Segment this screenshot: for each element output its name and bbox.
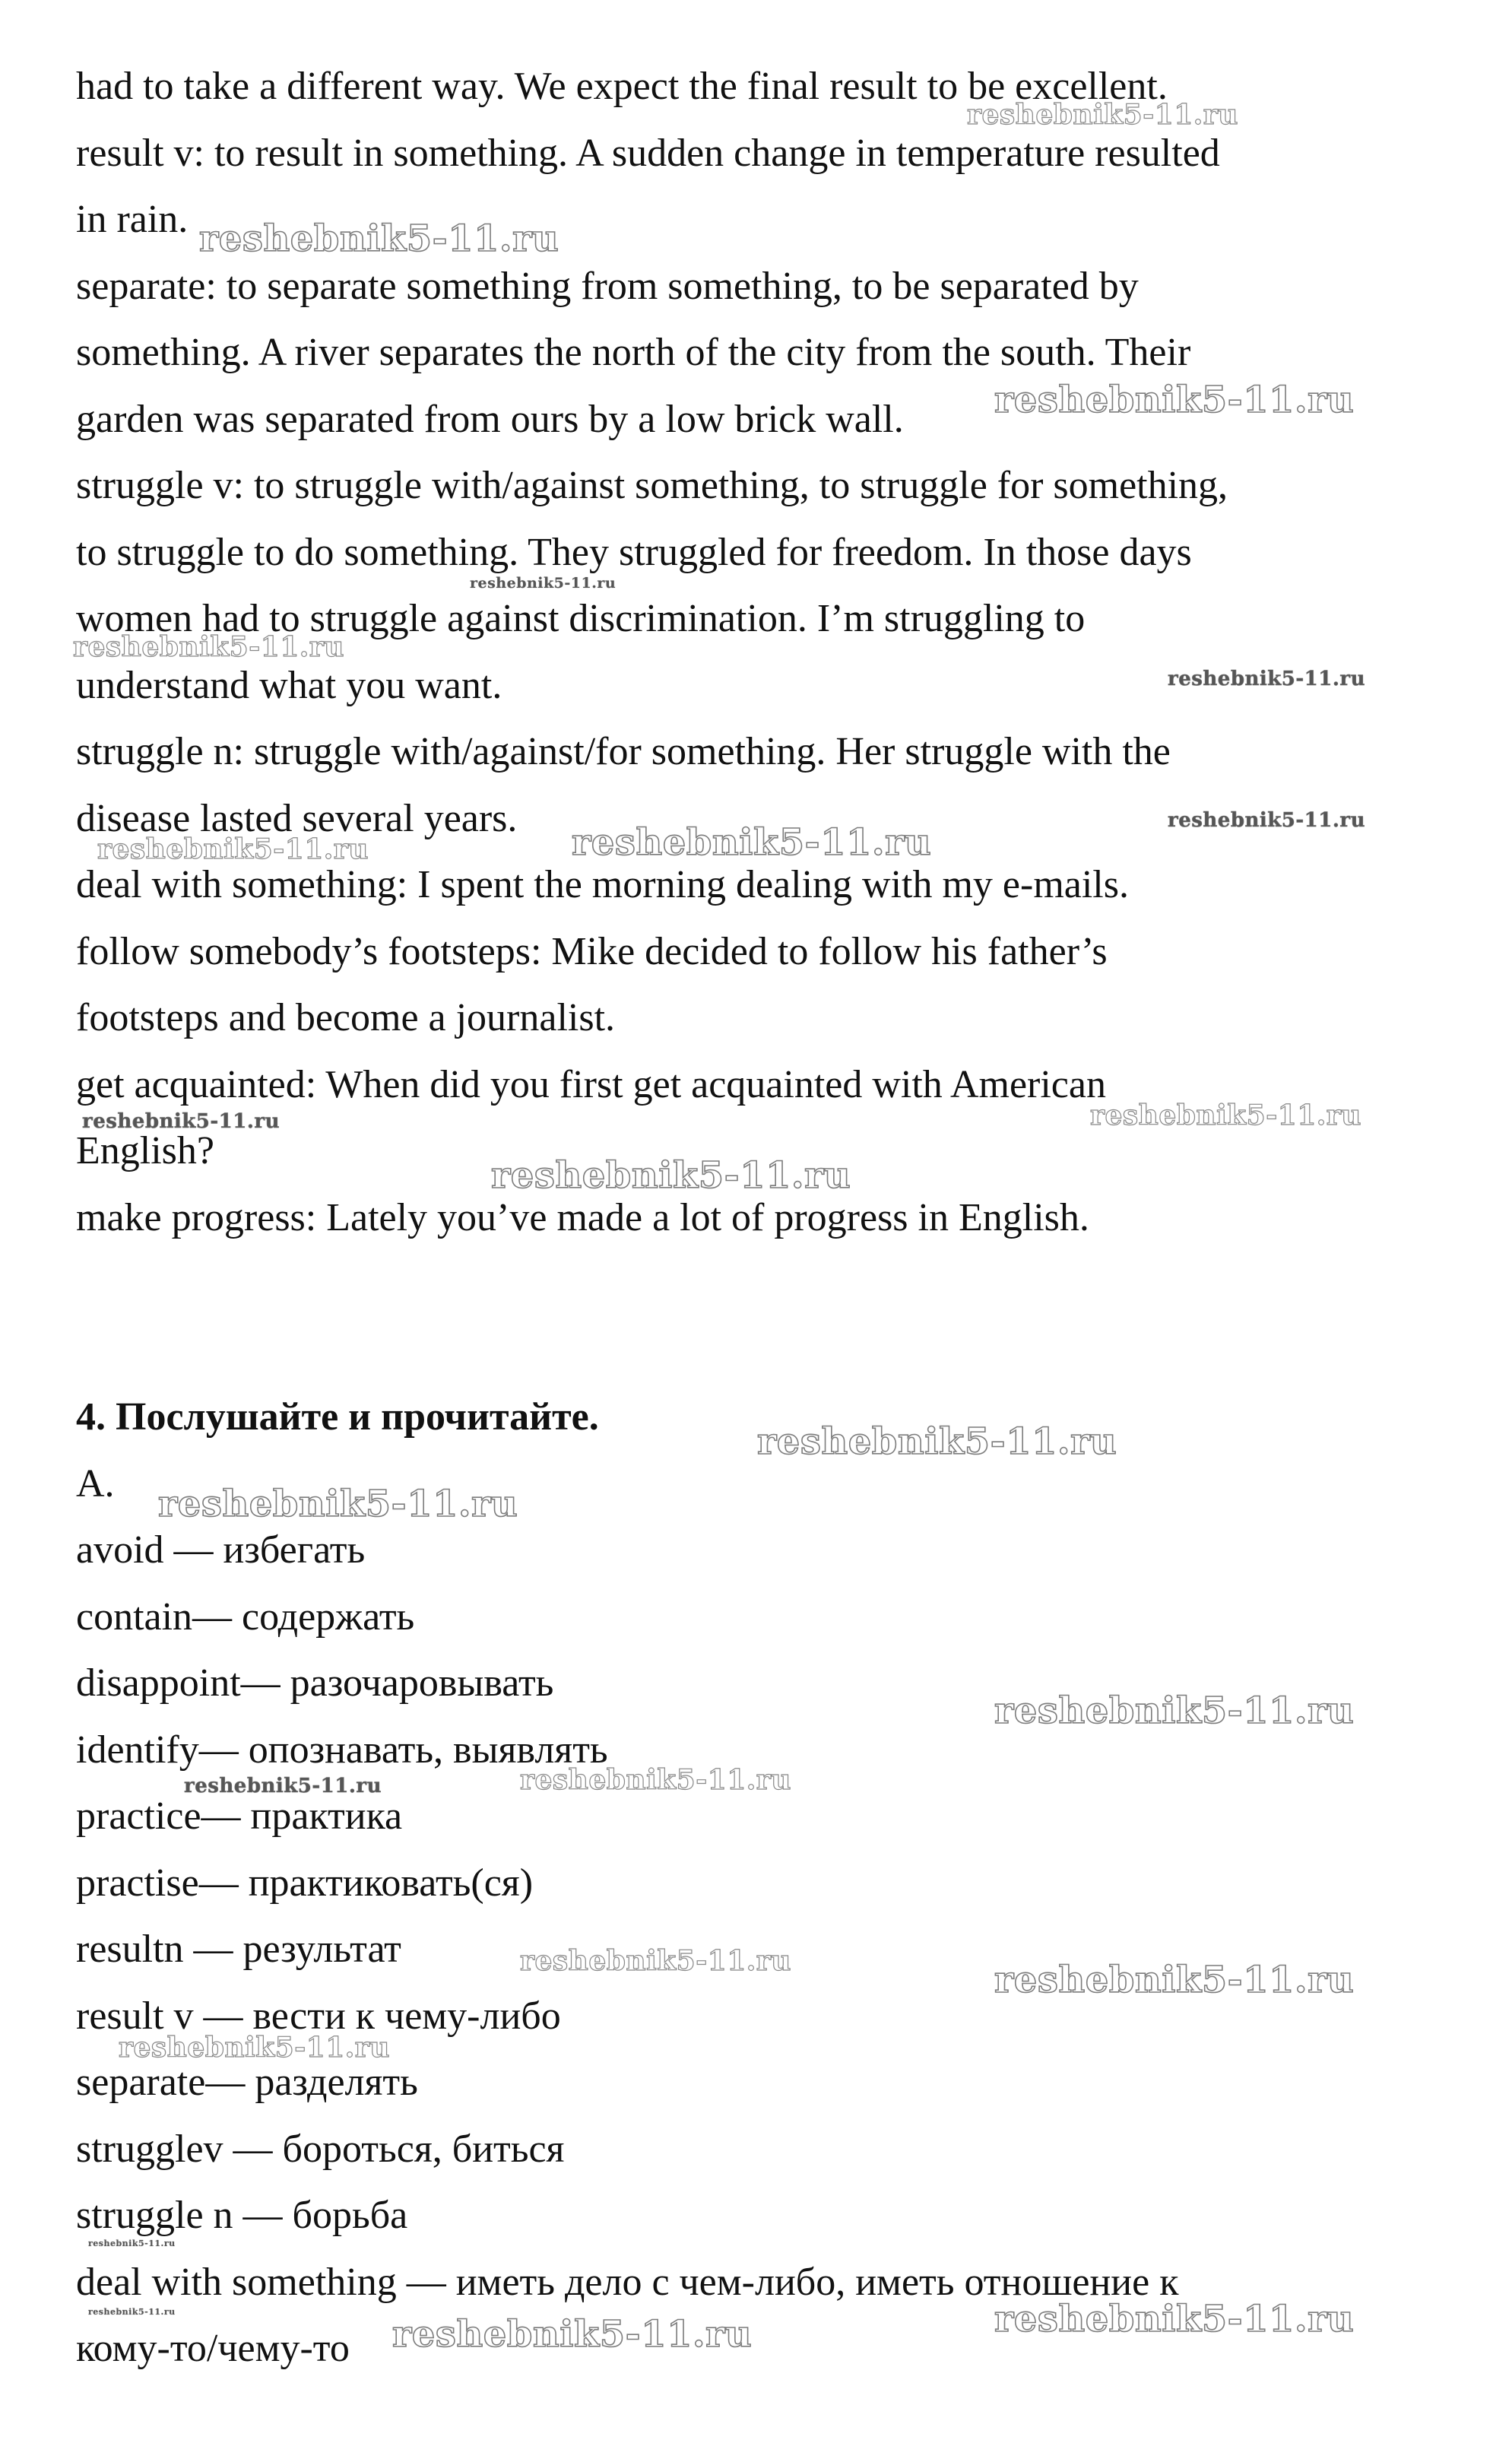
section-heading: 4. Послушайте и прочитайте. bbox=[76, 1395, 599, 1439]
watermark: reshebnik5-11.ru bbox=[119, 2032, 390, 2064]
text-line: had to take a different way. We expect the final result to be excellent. bbox=[76, 65, 1168, 108]
text-line: in rain. bbox=[76, 198, 189, 241]
text-line: get acquainted: When did you first get acquainted with American bbox=[76, 1062, 1106, 1106]
vocab-item: avoid — избегать bbox=[76, 1528, 366, 1572]
text-line: make progress: Lately you’ve made a lot of progress in English. bbox=[76, 1195, 1089, 1239]
watermark: reshebnik5-11.ru bbox=[184, 1775, 382, 1797]
watermark: reshebnik5-11.ru bbox=[392, 2313, 753, 2356]
vocab-item: deal with something — иметь дело с чем-либо, иметь отношение к bbox=[76, 2260, 1179, 2304]
watermark: reshebnik5-11.ru bbox=[994, 379, 1355, 421]
text-line: deal with something: I spent the morning dealing with my e-mails. bbox=[76, 863, 1129, 906]
watermark: reshebnik5-11.ru bbox=[82, 1110, 281, 1133]
watermark: reshebnik5-11.ru bbox=[158, 1483, 518, 1525]
vocab-item: strugglev — бороться, биться bbox=[76, 2127, 565, 2171]
text-line: follow somebody’s footsteps: Mike decided to follow his father’s bbox=[76, 929, 1108, 973]
watermark: reshebnik5-11.ru bbox=[1168, 668, 1366, 690]
watermark: reshebnik5-11.ru bbox=[491, 1154, 851, 1197]
watermark: reshebnik5-11.ru bbox=[520, 1764, 791, 1796]
text-line: struggle n: struggle with/against/for something. Her struggle with the bbox=[76, 730, 1171, 773]
watermark: reshebnik5-11.ru bbox=[88, 2238, 176, 2248]
text-line: struggle v: to struggle with/against something, to struggle for something, bbox=[76, 464, 1228, 507]
vocab-item: identify— опознавать, выявлять bbox=[76, 1728, 608, 1772]
watermark: reshebnik5-11.ru bbox=[199, 217, 559, 260]
watermark: reshebnik5-11.ru bbox=[73, 631, 344, 663]
watermark: reshebnik5-11.ru bbox=[470, 575, 617, 592]
text-line: separate: to separate something from something, to be separated by bbox=[76, 264, 1139, 308]
vocab-item: contain— содержать bbox=[76, 1594, 415, 1639]
section-subheading: A. bbox=[76, 1461, 115, 1506]
watermark: reshebnik5-11.ru bbox=[994, 1959, 1355, 2001]
vocab-item: disappoint— разочаровывать bbox=[76, 1661, 554, 1705]
watermark: reshebnik5-11.ru bbox=[1168, 809, 1366, 832]
watermark: reshebnik5-11.ru bbox=[520, 1945, 791, 1977]
watermark: reshebnik5-11.ru bbox=[97, 833, 369, 865]
text-line: women had to struggle against discrimination. I’m struggling to bbox=[76, 597, 1086, 640]
vocab-item: struggle n — борьба bbox=[76, 2194, 408, 2237]
watermark: reshebnik5-11.ru bbox=[572, 821, 932, 864]
text-line: understand what you want. bbox=[76, 663, 502, 707]
section-gap bbox=[76, 1251, 1414, 1384]
watermark: reshebnik5-11.ru bbox=[88, 2307, 176, 2317]
watermark: reshebnik5-11.ru bbox=[967, 99, 1238, 131]
vocab-item: result v — вести к чему-либо bbox=[76, 1994, 561, 2038]
text-line: something. A river separates the north of the city from the south. Their bbox=[76, 331, 1191, 374]
watermark: reshebnik5-11.ru bbox=[1090, 1099, 1361, 1131]
text-line: disease lasted several years. bbox=[76, 796, 518, 840]
text-line: result v: to result in something. A sudden change in temperature resulted bbox=[76, 131, 1220, 175]
watermark: reshebnik5-11.ru bbox=[757, 1420, 1117, 1463]
vocab-item: кому-то/чему-то bbox=[76, 2327, 350, 2370]
vocab-item: separate— разделять bbox=[76, 2061, 418, 2104]
vocab-item: practise— практиковать(ся) bbox=[76, 1861, 534, 1905]
text-line: garden was separated from ours by a low brick wall. bbox=[76, 397, 904, 441]
watermark: reshebnik5-11.ru bbox=[994, 2298, 1355, 2340]
text-line: footsteps and become a journalist. bbox=[76, 996, 616, 1039]
watermark: reshebnik5-11.ru bbox=[994, 1690, 1355, 1732]
vocab-item: practice— практика bbox=[76, 1794, 403, 1838]
text-line: to struggle to do something. They struggled for freedom. In those days bbox=[76, 530, 1192, 574]
text-line: English? bbox=[76, 1129, 214, 1172]
vocab-item: resultn — результат bbox=[76, 1928, 401, 1971]
